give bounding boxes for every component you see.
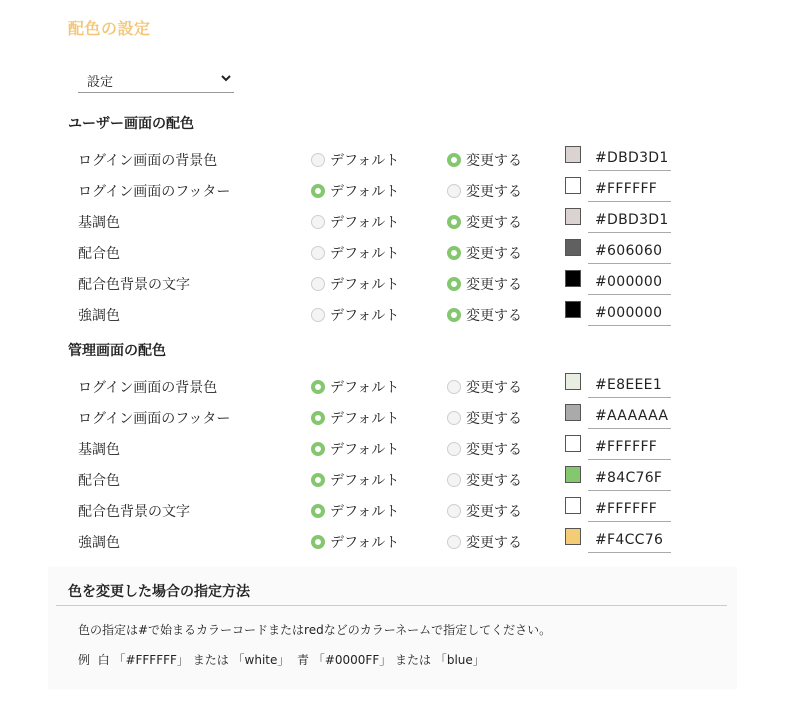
radio-change[interactable] (447, 470, 522, 490)
radio-change-label: 変更する (466, 215, 522, 231)
color-row (0, 268, 787, 299)
radio-icon (447, 246, 461, 260)
radio-default[interactable] (311, 470, 399, 490)
radio-icon (311, 215, 325, 229)
radio-default[interactable] (311, 439, 399, 459)
color-code-input[interactable] (588, 175, 671, 202)
row-label: 配合色背景の文字 (78, 277, 190, 293)
color-code-value: #FFFFFF (595, 181, 658, 197)
radio-change-label: 変更する (466, 308, 522, 324)
radio-change[interactable] (447, 150, 522, 170)
radio-icon (311, 308, 325, 322)
radio-icon (447, 411, 461, 425)
radio-icon (311, 535, 325, 549)
row-label: ログイン画面のフッター (78, 184, 231, 200)
info-divider (56, 605, 727, 606)
radio-change-label: 変更する (466, 535, 522, 551)
radio-icon (447, 380, 461, 394)
radio-change-label: 変更する (466, 380, 522, 396)
row-label: ログイン画面の背景色 (78, 153, 218, 169)
radio-change[interactable] (447, 212, 522, 232)
color-code-input[interactable] (588, 402, 671, 429)
color-code-value: #84C76F (595, 470, 663, 486)
radio-icon (447, 153, 461, 167)
radio-icon (311, 184, 325, 198)
radio-icon (311, 473, 325, 487)
settings-select[interactable] (78, 68, 234, 93)
color-row (0, 433, 787, 464)
radio-change-label: 変更する (466, 246, 522, 262)
color-code-input[interactable] (588, 299, 671, 326)
row-label: ログイン画面の背景色 (78, 380, 218, 396)
row-label: 基調色 (78, 442, 120, 458)
color-code-input[interactable] (588, 495, 671, 522)
radio-default-label: デフォルト (330, 380, 400, 396)
row-label: ログイン画面のフッター (78, 411, 231, 427)
radio-default-label: デフォルト (330, 308, 400, 324)
radio-icon (311, 411, 325, 425)
radio-default-label: デフォルト (330, 504, 400, 520)
color-code-value: #AAAAAA (595, 408, 669, 424)
radio-change[interactable] (447, 408, 522, 428)
color-swatch[interactable] (565, 208, 581, 225)
radio-icon (447, 215, 461, 229)
color-code-input[interactable] (588, 433, 671, 460)
color-row (0, 299, 787, 330)
radio-default-label: デフォルト (330, 442, 400, 458)
color-swatch[interactable] (565, 270, 581, 287)
info-title: 色を変更した場合の指定方法 (68, 584, 250, 600)
color-row (0, 237, 787, 268)
color-row (0, 464, 787, 495)
radio-change[interactable] (447, 439, 522, 459)
row-label: 強調色 (78, 535, 120, 551)
color-code-input[interactable] (588, 526, 671, 553)
radio-change[interactable] (447, 501, 522, 521)
color-code-input[interactable] (588, 371, 671, 398)
radio-default[interactable] (311, 181, 399, 201)
color-code-value: #000000 (595, 274, 663, 290)
radio-icon (311, 442, 325, 456)
color-code-input[interactable] (588, 237, 671, 264)
radio-icon (447, 277, 461, 291)
user-section-title: ユーザー画面の配色 (68, 116, 194, 132)
radio-icon (447, 473, 461, 487)
radio-default-label: デフォルト (330, 473, 400, 489)
color-row (0, 495, 787, 526)
admin-section-title: 管理画面の配色 (68, 343, 166, 359)
color-code-value: #000000 (595, 305, 663, 321)
chevron-down-icon (220, 72, 232, 84)
color-code-value: #DBD3D1 (595, 150, 669, 166)
color-row (0, 371, 787, 402)
radio-change-label: 変更する (466, 277, 522, 293)
color-code-value: #E8EEE1 (595, 377, 663, 393)
color-row (0, 526, 787, 557)
color-row (0, 175, 787, 206)
radio-default[interactable] (311, 150, 399, 170)
color-code-value: #FFFFFF (595, 439, 658, 455)
radio-default-label: デフォルト (330, 153, 400, 169)
radio-change[interactable] (447, 243, 522, 263)
radio-change[interactable] (447, 181, 522, 201)
color-swatch[interactable] (565, 404, 581, 421)
color-code-value: #FFFFFF (595, 501, 658, 517)
radio-default[interactable] (311, 212, 399, 232)
radio-change[interactable] (447, 377, 522, 397)
color-swatch[interactable] (565, 373, 581, 390)
row-label: 配合色 (78, 246, 120, 262)
color-code-value: #F4CC76 (595, 532, 664, 548)
color-swatch[interactable] (565, 497, 581, 514)
radio-default[interactable] (311, 274, 399, 294)
radio-icon (311, 246, 325, 260)
radio-default[interactable] (311, 408, 399, 428)
color-swatch[interactable] (565, 528, 581, 545)
color-swatch[interactable] (565, 177, 581, 194)
color-row (0, 144, 787, 175)
radio-default-label: デフォルト (330, 411, 400, 427)
radio-change-label: 変更する (466, 442, 522, 458)
radio-default-label: デフォルト (330, 535, 400, 551)
radio-default-label: デフォルト (330, 277, 400, 293)
radio-default[interactable] (311, 305, 399, 325)
color-code-input[interactable] (588, 268, 671, 295)
color-swatch[interactable] (565, 301, 581, 318)
row-label: 基調色 (78, 215, 120, 231)
color-swatch[interactable] (565, 435, 581, 452)
radio-change-label: 変更する (466, 504, 522, 520)
info-box (48, 567, 737, 689)
radio-default-label: デフォルト (330, 215, 400, 231)
color-swatch[interactable] (565, 146, 581, 163)
radio-change-label: 変更する (466, 411, 522, 427)
settings-select-value: 設定 (87, 75, 114, 90)
row-label: 配合色 (78, 473, 120, 489)
row-label: 強調色 (78, 308, 120, 324)
radio-change-label: 変更する (466, 184, 522, 200)
radio-icon (311, 277, 325, 291)
radio-change-label: 変更する (466, 473, 522, 489)
color-row (0, 402, 787, 433)
info-line-2: 例 白 「#FFFFFF」 または 「white」 青 「#0000FF」 または 「blue」 (78, 653, 485, 667)
color-swatch[interactable] (565, 239, 581, 256)
radio-default[interactable] (311, 243, 399, 263)
color-code-input[interactable] (588, 464, 671, 491)
radio-icon (311, 153, 325, 167)
color-code-input[interactable] (588, 206, 671, 233)
radio-default[interactable] (311, 377, 399, 397)
color-row (0, 206, 787, 237)
radio-icon (447, 442, 461, 456)
info-line-1: 色の指定は#で始まるカラーコードまたはredなどのカラーネームで指定してください。 (78, 623, 552, 637)
radio-default[interactable] (311, 501, 399, 521)
radio-default[interactable] (311, 532, 399, 552)
color-code-value: #DBD3D1 (595, 212, 669, 228)
color-code-input[interactable] (588, 144, 671, 171)
radio-icon (447, 184, 461, 198)
radio-icon (447, 308, 461, 322)
color-code-value: #606060 (595, 243, 663, 259)
radio-icon (447, 535, 461, 549)
radio-icon (311, 504, 325, 518)
page-title: 配色の設定 (68, 19, 151, 38)
radio-change[interactable] (447, 274, 522, 294)
color-swatch[interactable] (565, 466, 581, 483)
row-label: 配合色背景の文字 (78, 504, 190, 520)
radio-icon (447, 504, 461, 518)
radio-change[interactable] (447, 532, 522, 552)
radio-default-label: デフォルト (330, 184, 400, 200)
radio-default-label: デフォルト (330, 246, 400, 262)
radio-change-label: 変更する (466, 153, 522, 169)
radio-icon (311, 380, 325, 394)
radio-change[interactable] (447, 305, 522, 325)
